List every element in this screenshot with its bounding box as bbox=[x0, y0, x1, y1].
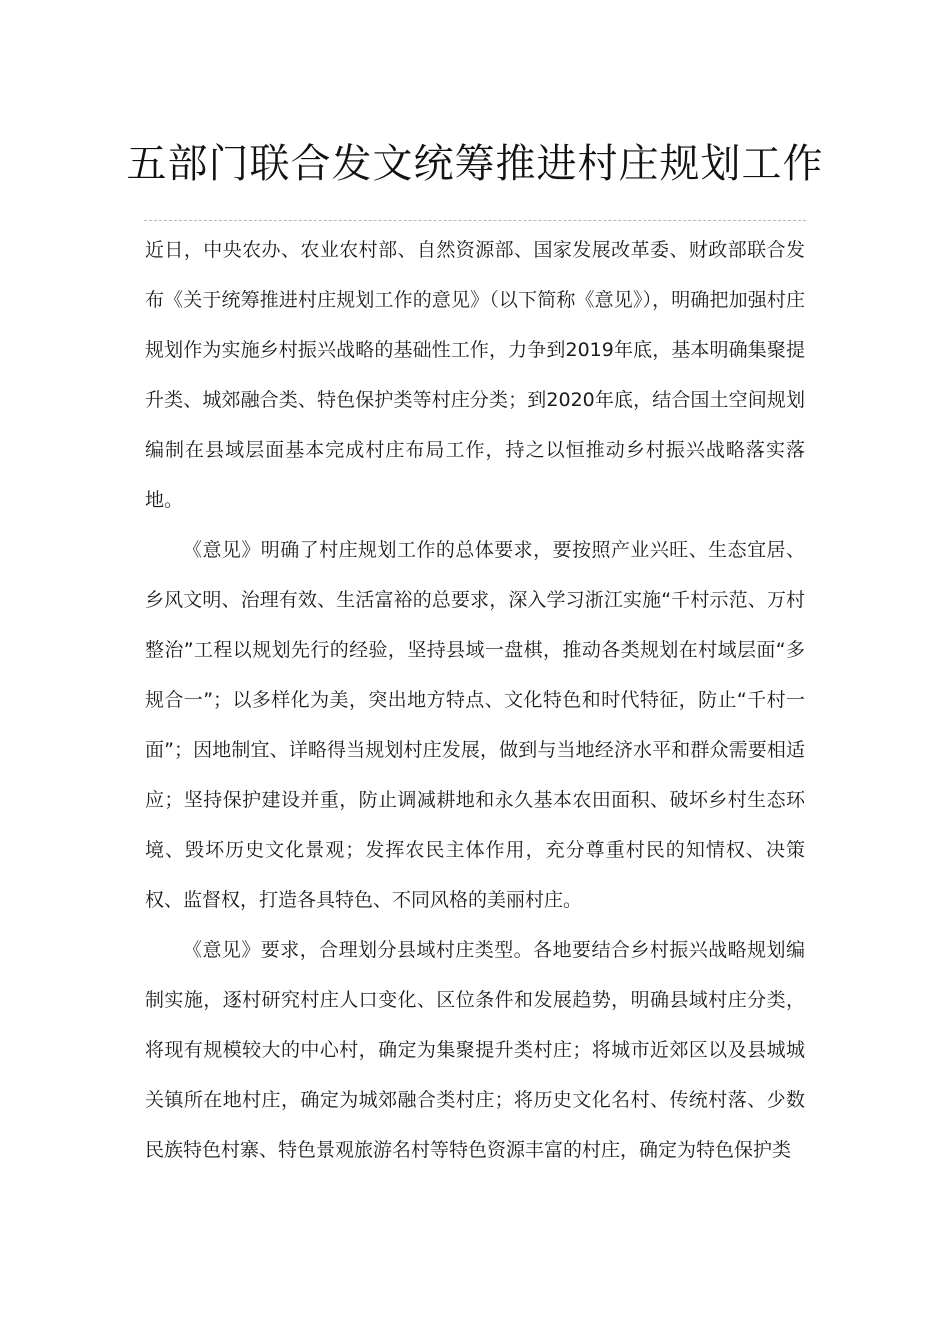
paragraph-3: 《意见》要求，合理划分县域村庄类型。各地要结合乡村振兴战略规划编制实施，逐村研究村庄人口变化、区位条件和发展趋势，明确县域村庄分类，将现有规模较大的中心村，确定为集聚提升类村庄；将城市近郊区以及县城城关镇所在地村庄，确定为城郊融合类村庄；将历史文化名村、传统村落、少数民族特色村寨、特色景观旅游名村等特色资源丰富的村庄，确定为特色保护类 bbox=[145, 939, 805, 1161]
document-title: 五部门联合发文统筹推进村庄规划工作 bbox=[126, 141, 824, 187]
title-divider bbox=[144, 220, 806, 221]
paragraph-1: 近日，中央农办、农业农村部、自然资源部、国家发展改革委、财政部联合发布《关于统筹推进村庄规划工作的意见》（以下简称《意见》），明确把加强村庄规划作为实施乡村振兴战略的基础性工作，力争到2019年底，基本明确集聚提升类、城郊融合类、特色保护类等村庄分类；到2020年底，结合国土空间规划编制在县域层面基本完成村庄布局工作，持之以恒推动乡村振兴战略落实落地。 bbox=[145, 239, 805, 511]
document-body bbox=[145, 225, 805, 1175]
paragraph-2: 《意见》明确了村庄规划工作的总体要求，要按照产业兴旺、生态宜居、乡风文明、治理有效、生活富裕的总要求，深入学习浙江实施“千村示范、万村整治”工程以规划先行的经验，坚持县域一盘棋，推动各类规划在村域层面“多规合一”；以多样化为美，突出地方特点、文化特色和时代特征，防止“千村一面”；因地制宜、详略得当规划村庄发展，做到与当地经济水平和群众需要相适应；坚持保护建设并重，防止调减耕地和永久基本农田面积、破坏乡村生态环境、毁坏历史文化景观；发挥农民主体作用，充分尊重村民的知情权、决策权、监督权，打造各具特色、不同风格的美丽村庄。 bbox=[145, 539, 805, 911]
